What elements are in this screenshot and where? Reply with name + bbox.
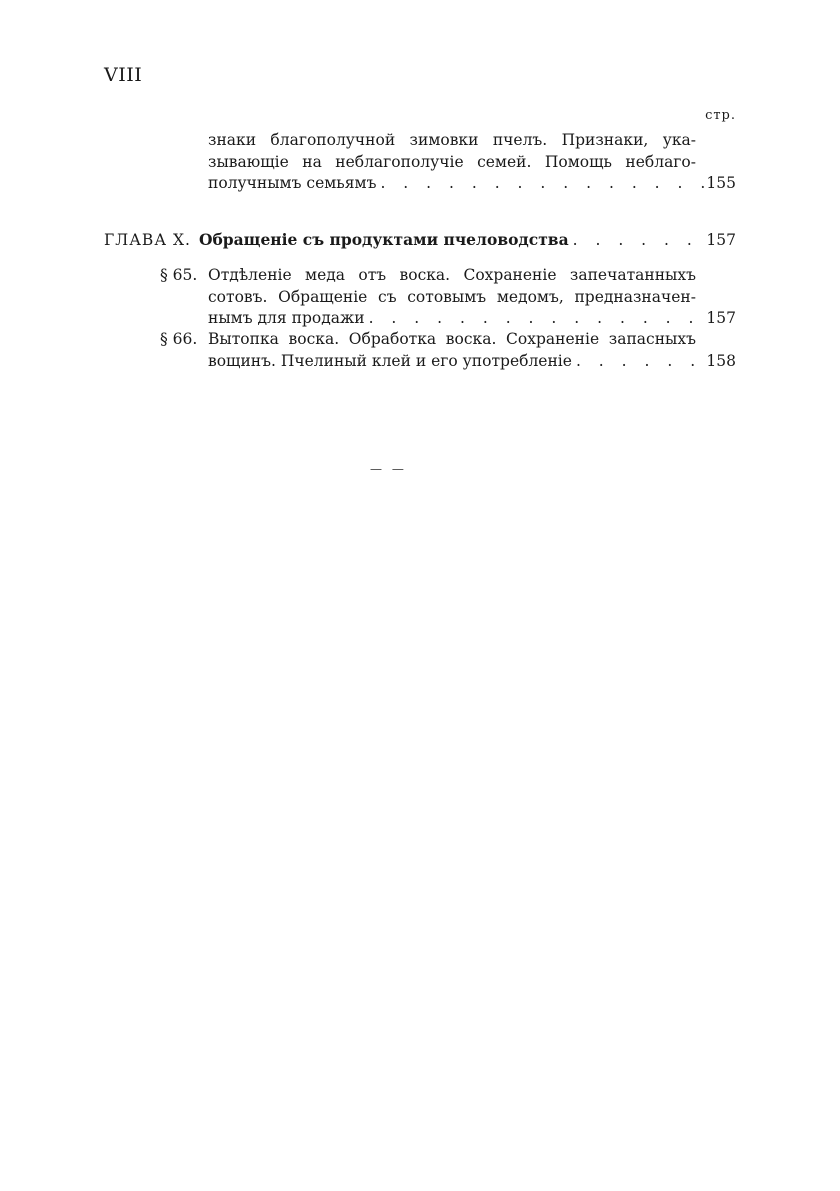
toc-entry-continued — [208, 130, 736, 195]
dot-leader — [376, 173, 706, 195]
toc-entry-line: сотовъ. Обращеніе съ сотовымъ медомъ, предназначен- — [208, 287, 696, 306]
toc-entry-line: знаки благополучной зимовки пчелъ. Признаки, ука- — [208, 131, 696, 149]
page-number: VIII — [104, 64, 143, 86]
toc-chapter-line — [104, 229, 736, 252]
toc-entry-last-line — [208, 351, 736, 373]
toc-entry-last-line — [208, 308, 736, 330]
toc-entry-line: получнымъ семьямъ — [208, 174, 377, 192]
section-number: § 66. — [160, 330, 198, 348]
toc-entry-line: вощинъ. Пчелиный клей и его употребленіе — [208, 351, 572, 370]
chapter-label: ГЛАВА X. — [104, 231, 191, 249]
toc-entry-line: зывающіе на неблагополучіе семей. Помощь неблаго- — [208, 152, 696, 171]
dot-leader — [365, 308, 707, 330]
section-number: § 65. — [160, 266, 198, 284]
toc-chapter-entry — [104, 229, 736, 252]
toc-page-ref: 157 — [706, 231, 736, 249]
toc-entry-last-line — [208, 173, 736, 195]
toc-page-ref: 157 — [706, 309, 736, 327]
toc-section-entry — [208, 329, 736, 372]
toc-section-entry — [208, 265, 736, 330]
toc-page-ref: 155 — [706, 174, 736, 192]
toc-page-ref: 158 — [706, 351, 736, 370]
toc-entry-line: Вытопка воска. Обработка воска. Сохраненіе запасныхъ — [208, 330, 696, 348]
toc-entry-line: нымъ для продажи — [208, 309, 365, 327]
page-column-header: стр. — [705, 108, 736, 123]
end-mark: — — — [370, 462, 407, 476]
dot-leader — [569, 230, 707, 252]
chapter-title: Обращеніе съ продуктами пчеловодства — [198, 230, 569, 249]
toc-entry-line: Отдѣленіе меда отъ воска. Сохраненіе запечатанныхъ — [208, 266, 696, 284]
dot-leader — [572, 351, 706, 373]
